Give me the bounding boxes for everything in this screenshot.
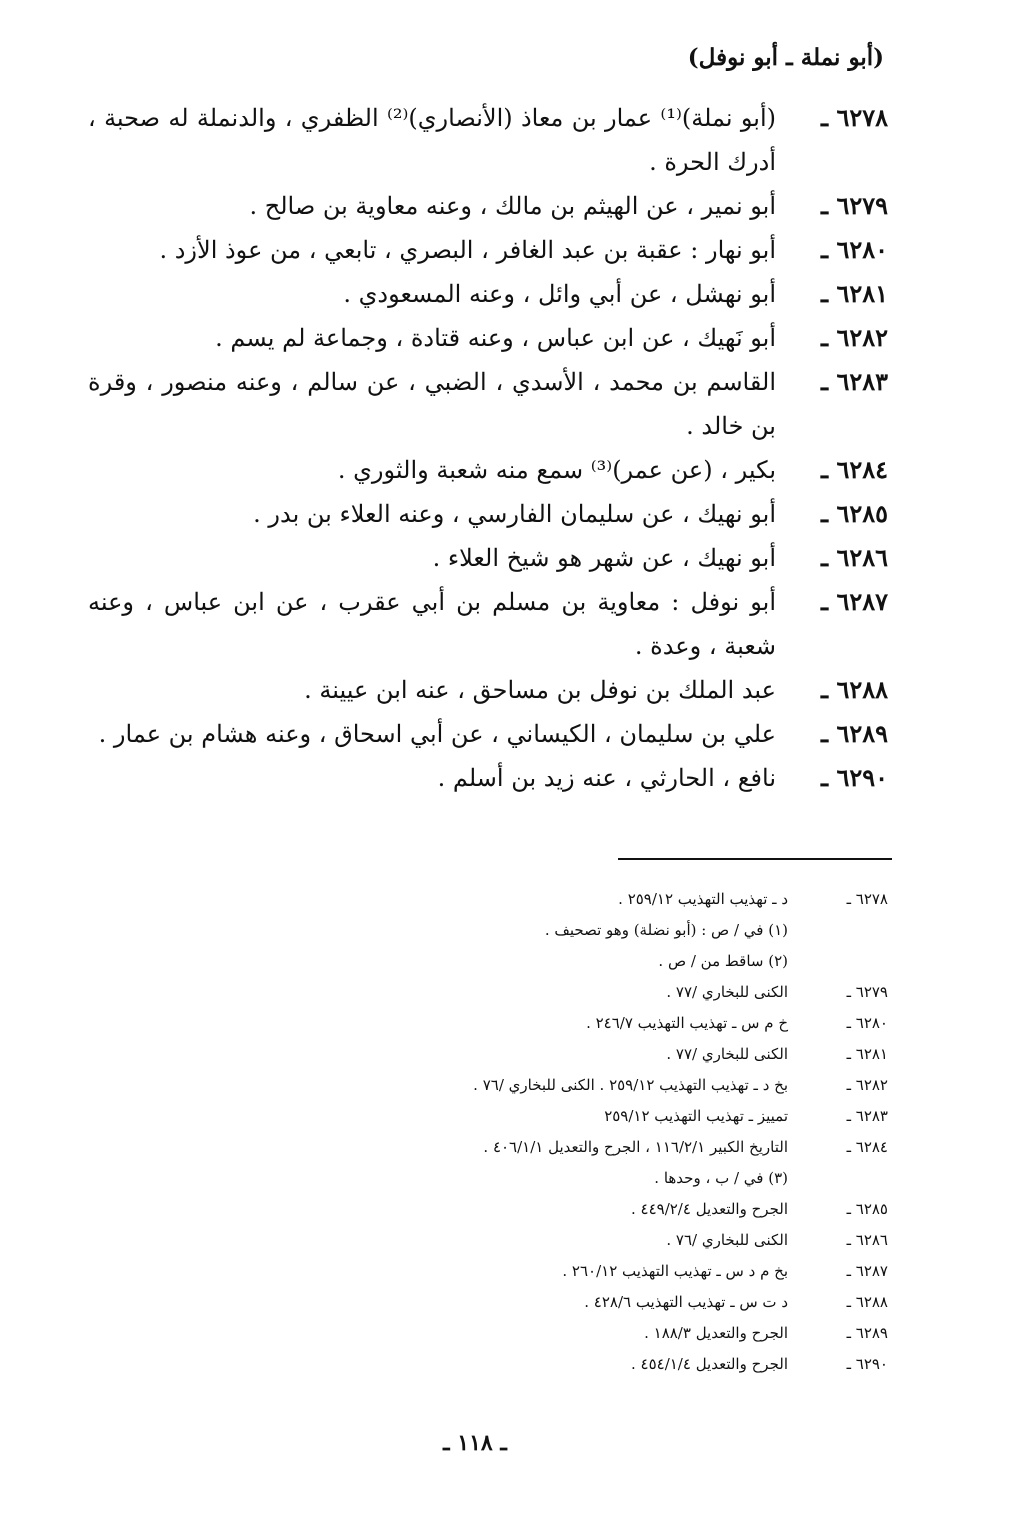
entry-number: ٦٢٨٤ ـ	[821, 455, 888, 484]
footnote-item	[128, 1008, 888, 1039]
entry-text: أبو نهار : عقبة بن عبد الغافر ، البصري ، تابعي ، من عوذ الأزد .	[159, 236, 776, 264]
footnote-item	[128, 884, 888, 915]
footnote-number: ٦٢٨١ ـ	[846, 1045, 888, 1063]
list-item	[88, 492, 888, 536]
footnote-number: ٦٢٨٣ ـ	[846, 1107, 888, 1125]
list-item	[88, 96, 888, 184]
footnote-text: الجرح والتعديل ١٨٨/٣ .	[644, 1324, 788, 1342]
footnote-item	[128, 1163, 888, 1194]
footnote-number: ٦٢٨٢ ـ	[846, 1076, 888, 1094]
footnote-item	[128, 915, 888, 946]
list-item	[88, 668, 888, 712]
list-item	[88, 756, 888, 800]
entry-number: ٦٢٩٠ ـ	[821, 763, 888, 792]
footnote-item	[128, 1256, 888, 1287]
entry-text: القاسم بن محمد ، الأسدي ، الضبي ، عن سالم ، وعنه منصور ، وقرة بن خالد .	[88, 368, 776, 440]
entry-number: ٦٢٧٨ ـ	[821, 103, 888, 132]
footnote-text: (٣) في / ب ، وحدها .	[654, 1169, 788, 1187]
footnote-item	[128, 1194, 888, 1225]
footnote-text: الكنى للبخاري /٧٧ .	[666, 1045, 788, 1063]
footnote-text: (٢) ساقط من / ص .	[658, 952, 788, 970]
entry-text: أبو نوفل : معاوية بن مسلم بن أبي عقرب ، عن ابن عباس ، وعنه شعبة ، وعدة .	[88, 588, 776, 660]
entry-number: ٦٢٨٢ ـ	[821, 323, 888, 352]
footnote-item	[128, 1349, 888, 1380]
entry-number: ٦٢٨٦ ـ	[821, 543, 888, 572]
footnote-number: ٦٢٨٥ ـ	[846, 1200, 888, 1218]
entry-text: أبو نهيك ، عن شهر هو شيخ العلاء .	[432, 544, 776, 572]
footnote-item	[128, 946, 888, 977]
entry-number: ٦٢٨٨ ـ	[821, 675, 888, 704]
footnote-number: ٦٢٧٩ ـ	[846, 983, 888, 1001]
footnote-text: الكنى للبخاري /٧٧ .	[666, 983, 788, 1001]
list-item	[88, 360, 888, 448]
footnote-item	[128, 1287, 888, 1318]
running-header: (أبو نملة ـ أبو نوفل)	[687, 44, 884, 71]
footnote-text: (١) في / ص : (أبو نضلة) وهو تصحيف .	[544, 921, 788, 939]
entry-text: بكير ، (عن عمر)⁽³⁾ سمع منه شعبة والثوري .	[337, 456, 776, 484]
entry-text: أبو نمير ، عن الهيثم بن مالك ، وعنه معاوية بن صالح .	[249, 192, 776, 220]
footnote-item	[128, 977, 888, 1008]
footnote-item	[128, 1225, 888, 1256]
footnote-text: بخ م د س ـ تهذيب التهذيب ٢٦٠/١٢ .	[562, 1262, 788, 1280]
entry-text: علي بن سليمان ، الكيساني ، عن أبي اسحاق ، وعنه هشام بن عمار .	[98, 720, 776, 748]
list-item	[88, 536, 888, 580]
list-item	[88, 712, 888, 756]
footnote-text: الكنى للبخاري /٧٦ .	[666, 1231, 788, 1249]
footnote-text: تمييز ـ تهذيب التهذيب ٢٥٩/١٢	[604, 1107, 788, 1125]
footnote-text: الجرح والتعديل ٤٤٩/٢/٤ .	[630, 1200, 788, 1218]
entry-number: ٦٢٨١ ـ	[821, 279, 888, 308]
list-item	[88, 228, 888, 272]
footnote-number: ٦٢٨٦ ـ	[846, 1231, 888, 1249]
page-number: ـ ١١٨ ـ	[443, 1430, 507, 1456]
footnote-text: بخ د ـ تهذيب التهذيب ٢٥٩/١٢ . الكنى للبخاري /٧٦ .	[473, 1076, 788, 1094]
footnote-number: ٦٢٨٨ ـ	[846, 1293, 888, 1311]
footnote-list	[128, 884, 888, 1380]
footnote-item	[128, 1070, 888, 1101]
footnote-number: ٦٢٨٩ ـ	[846, 1324, 888, 1342]
footnote-item	[128, 1318, 888, 1349]
footnote-number: ٦٢٩٠ ـ	[846, 1355, 888, 1373]
list-item	[88, 448, 888, 492]
entry-text: أبو نهيك ، عن سليمان الفارسي ، وعنه العلاء بن بدر .	[253, 500, 776, 528]
entry-text: (أبو نملة)⁽¹⁾ عمار بن معاذ (الأنصاري)⁽²⁾ الظفري ، والدنملة له صحبة ، أدرك الحرة .	[88, 104, 776, 176]
footnote-item	[128, 1101, 888, 1132]
entry-number: ٦٢٨٧ ـ	[821, 587, 888, 616]
list-item	[88, 316, 888, 360]
entry-number: ٦٢٨٠ ـ	[821, 235, 888, 264]
entry-list	[88, 96, 888, 800]
entry-text: أبو نهشل ، عن أبي وائل ، وعنه المسعودي .	[343, 280, 776, 308]
entry-text: نافع ، الحارثي ، عنه زيد بن أسلم .	[437, 764, 776, 792]
list-item	[88, 580, 888, 668]
entry-text: عبد الملك بن نوفل بن مساحق ، عنه ابن عيينة .	[304, 676, 776, 704]
footnote-number: ٦٢٨٧ ـ	[846, 1262, 888, 1280]
footnote-text: الجرح والتعديل ٤٥٤/١/٤ .	[630, 1355, 788, 1373]
footnote-number: ٦٢٧٨ ـ	[846, 890, 888, 908]
footnote-text: التاريخ الكبير ١١٦/٢/١ ، الجرح والتعديل ٤٠٦/١/١ .	[483, 1138, 788, 1156]
entry-number: ٦٢٨٩ ـ	[821, 719, 888, 748]
footnote-number: ٦٢٨٠ ـ	[846, 1014, 888, 1032]
footnote-text: خ م س ـ تهذيب التهذيب ٢٤٦/٧ .	[586, 1014, 788, 1032]
entry-text: أبو نَهيك ، عن ابن عباس ، وعنه قتادة ، وجماعة لم يسم .	[215, 324, 776, 352]
entry-number: ٦٢٧٩ ـ	[821, 191, 888, 220]
footnote-item	[128, 1039, 888, 1070]
footnote-number: ٦٢٨٤ ـ	[846, 1138, 888, 1156]
list-item	[88, 272, 888, 316]
footnote-text: د ت س ـ تهذيب التهذيب ٤٢٨/٦ .	[584, 1293, 788, 1311]
list-item	[88, 184, 888, 228]
entry-number: ٦٢٨٥ ـ	[821, 499, 888, 528]
footnote-item	[128, 1132, 888, 1163]
entry-number: ٦٢٨٣ ـ	[821, 367, 888, 396]
footnote-text: د ـ تهذيب التهذيب ٢٥٩/١٢ .	[618, 890, 788, 908]
footnote-divider	[618, 858, 892, 860]
